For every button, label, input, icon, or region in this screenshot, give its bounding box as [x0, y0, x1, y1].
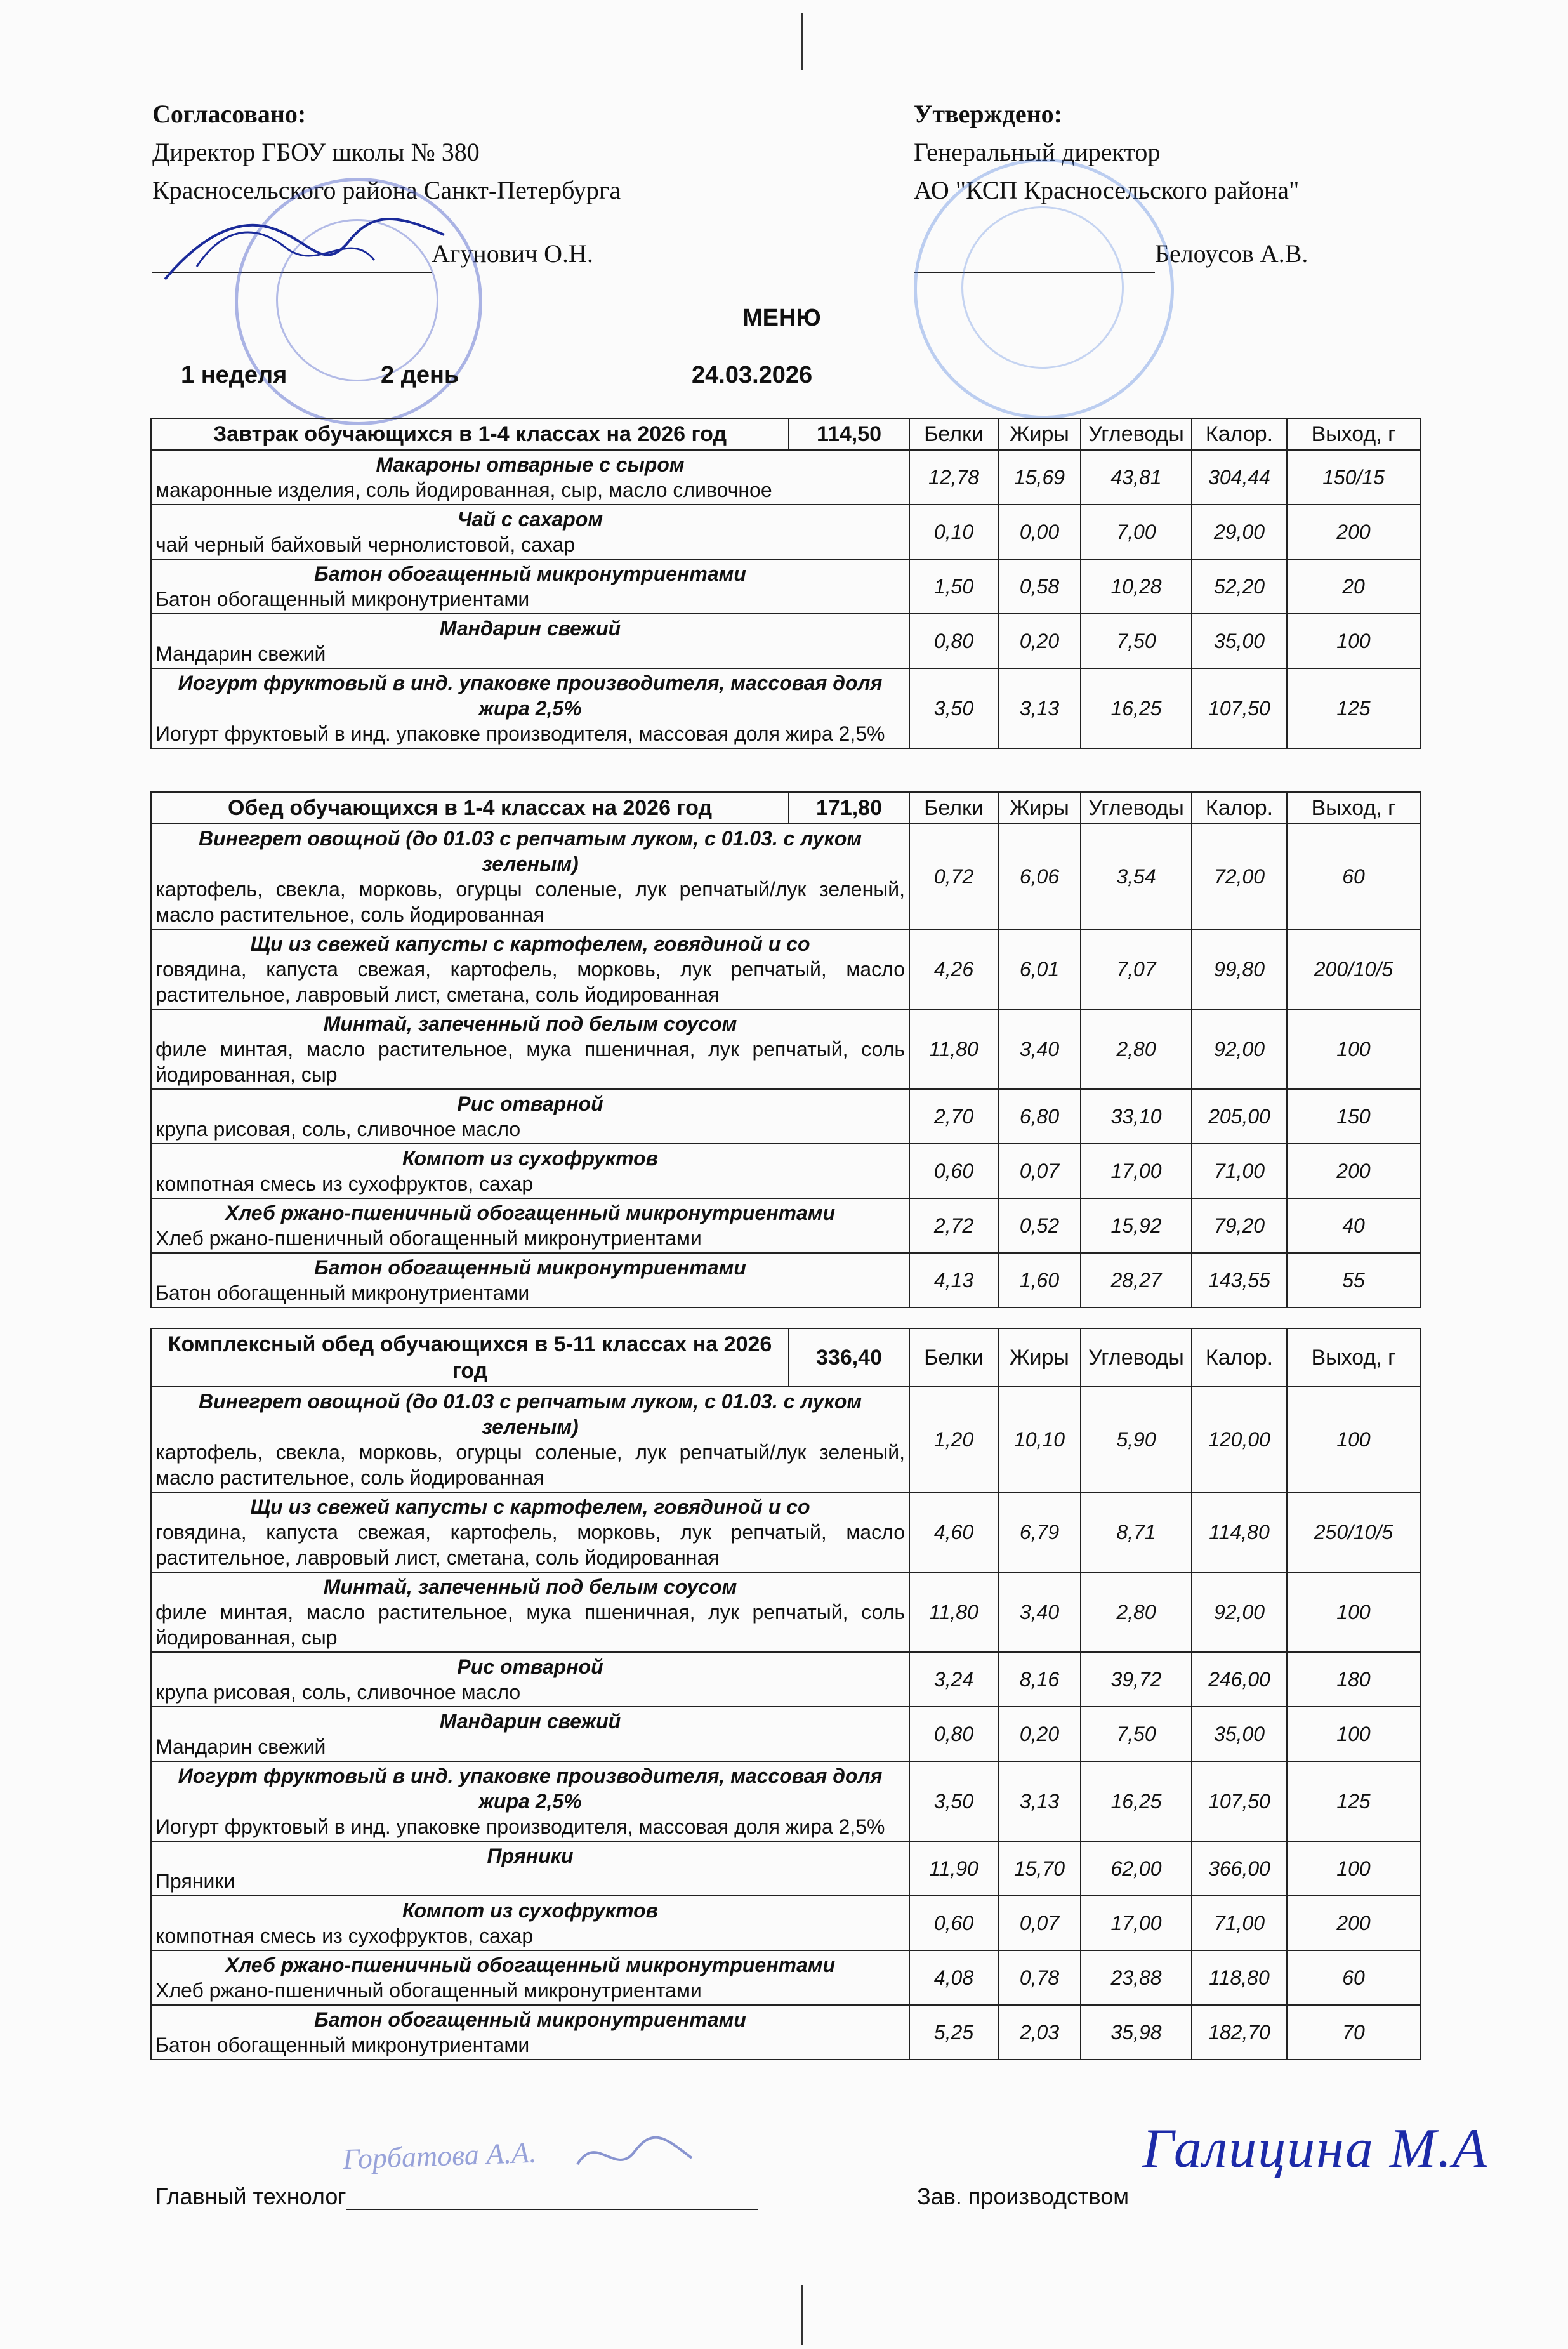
column-header: Калор. — [1192, 418, 1287, 450]
technologist-stamp: Горбатова А.А. — [342, 2136, 537, 2176]
approval-right-line1: Генеральный директор — [914, 138, 1161, 166]
protein-value: 4,60 — [909, 1492, 998, 1572]
dish-name: Компот из сухофруктов — [402, 1899, 658, 1922]
fat-value: 2,03 — [998, 2005, 1081, 2060]
protein-value: 1,50 — [909, 559, 998, 614]
carbs-value: 23,88 — [1081, 1950, 1192, 2005]
dish-name: Батон обогащенный микронутриентами — [314, 562, 746, 585]
yield-value: 250/10/5 — [1287, 1492, 1420, 1572]
protein-value: 0,72 — [909, 824, 998, 929]
column-header: Белки — [909, 418, 998, 450]
table-row — [151, 1198, 1420, 1253]
calories-value: 79,20 — [1192, 1198, 1287, 1253]
dish-name: Рис отварной — [457, 1092, 603, 1115]
column-header: Углеводы — [1081, 792, 1192, 824]
table-row — [151, 1253, 1420, 1307]
carbs-value: 28,27 — [1081, 1253, 1192, 1307]
calories-value: 366,00 — [1192, 1841, 1287, 1896]
dish-ingredients: Батон обогащенный микронутриентами — [155, 588, 530, 611]
dish-ingredients: филе минтая, масло растительное, мука пшеничная, лук репчатый, соль йодированная, сыр — [155, 1038, 905, 1086]
calories-value: 99,80 — [1192, 929, 1287, 1009]
fat-value: 10,10 — [998, 1387, 1081, 1492]
table-row — [151, 505, 1420, 559]
dish-name: Минтай, запеченный под белым соусом — [323, 1012, 737, 1035]
yield-value: 60 — [1287, 1950, 1420, 2005]
dish-cell — [151, 1572, 909, 1652]
dish-cell — [151, 1387, 909, 1492]
carbs-value: 33,10 — [1081, 1089, 1192, 1144]
section-price: 336,40 — [789, 1328, 909, 1387]
table-header-row — [151, 1328, 1420, 1387]
production-head-label: Зав. производством — [917, 2183, 1129, 2209]
menu-week: 1 неделя — [181, 362, 287, 388]
table-header-row — [151, 418, 1420, 450]
calories-value: 72,00 — [1192, 824, 1287, 929]
carbs-value: 35,98 — [1081, 2005, 1192, 2060]
dish-ingredients: говядина, капуста свежая, картофель, морковь, лук репчатый, масло растительное, лавровый лист, сметана, соль йодированная — [155, 958, 905, 1006]
dish-name: Мандарин свежий — [439, 1710, 621, 1733]
dish-name: Иогурт фруктовый в инд. упаковке производителя, массовая доля жира 2,5% — [178, 1764, 883, 1813]
dish-cell — [151, 1841, 909, 1896]
calories-value: 304,44 — [1192, 450, 1287, 505]
dish-cell — [151, 1652, 909, 1707]
protein-value: 0,80 — [909, 1707, 998, 1761]
dish-ingredients: Иогурт фруктовый в инд. упаковке производителя, массовая доля жира 2,5% — [155, 722, 885, 745]
menu-table-breakfast — [150, 418, 1421, 749]
column-header: Белки — [909, 1328, 998, 1387]
dish-name: Иогурт фруктовый в инд. упаковке производителя, массовая доля жира 2,5% — [178, 672, 883, 720]
fat-value: 0,20 — [998, 1707, 1081, 1761]
calories-value: 71,00 — [1192, 1896, 1287, 1950]
fat-value: 6,80 — [998, 1089, 1081, 1144]
dish-ingredients: Иогурт фруктовый в инд. упаковке производителя, массовая доля жира 2,5% — [155, 1815, 885, 1838]
dish-cell — [151, 668, 909, 748]
dish-name: Винегрет овощной (до 01.03 с репчатым луком, с 01.03. с луком зеленым) — [198, 827, 862, 875]
dish-name: Щи из свежей капусты с картофелем, говядиной и со — [250, 932, 810, 955]
table-row — [151, 2005, 1420, 2060]
calories-value: 107,50 — [1192, 1761, 1287, 1841]
dish-cell — [151, 1009, 909, 1089]
dish-name: Рис отварной — [457, 1655, 603, 1678]
protein-value: 0,60 — [909, 1896, 998, 1950]
carbs-value: 5,90 — [1081, 1387, 1192, 1492]
fat-value: 0,20 — [998, 614, 1081, 668]
protein-value: 4,26 — [909, 929, 998, 1009]
technologist-signature-icon — [571, 2126, 698, 2183]
fat-value: 3,13 — [998, 1761, 1081, 1841]
fat-value: 1,60 — [998, 1253, 1081, 1307]
calories-value: 35,00 — [1192, 614, 1287, 668]
dish-ingredients: макаронные изделия, соль йодированная, сыр, масло сливочное — [155, 479, 772, 501]
fat-value: 3,13 — [998, 668, 1081, 748]
dish-ingredients: Батон обогащенный микронутриентами — [155, 2034, 530, 2056]
carbs-value: 10,28 — [1081, 559, 1192, 614]
calories-value: 182,70 — [1192, 2005, 1287, 2060]
protein-value: 4,08 — [909, 1950, 998, 2005]
carbs-value: 2,80 — [1081, 1572, 1192, 1652]
fat-value: 0,00 — [998, 505, 1081, 559]
table-row — [151, 1009, 1420, 1089]
dish-name: Макароны отварные с сыром — [376, 453, 685, 476]
table-row — [151, 1652, 1420, 1707]
carbs-value: 7,07 — [1081, 929, 1192, 1009]
table-row — [151, 614, 1420, 668]
dish-name: Минтай, запеченный под белым соусом — [323, 1575, 737, 1598]
dish-ingredients: крупа рисовая, соль, сливочное масло — [155, 1681, 521, 1704]
column-header: Углеводы — [1081, 418, 1192, 450]
yield-value: 180 — [1287, 1652, 1420, 1707]
approval-left-line1: Директор ГБОУ школы № 380 — [152, 138, 480, 166]
dish-ingredients: говядина, капуста свежая, картофель, морковь, лук репчатый, масло растительное, лавровый лист, сметана, соль йодированная — [155, 1521, 905, 1569]
table-row — [151, 1387, 1420, 1492]
fat-value: 15,69 — [998, 450, 1081, 505]
table-row — [151, 1492, 1420, 1572]
protein-value: 12,78 — [909, 450, 998, 505]
column-header: Калор. — [1192, 1328, 1287, 1387]
table-row — [151, 1761, 1420, 1841]
dish-name: Винегрет овощной (до 01.03 с репчатым луком, с 01.03. с луком зеленым) — [198, 1390, 862, 1438]
dish-ingredients: чай черный байховый чернолистовой, сахар — [155, 533, 576, 556]
table-row — [151, 450, 1420, 505]
footer-right — [917, 2183, 1129, 2210]
section-title: Завтрак обучающихся в 1-4 классах на 2026 год — [151, 418, 789, 450]
calories-value: 246,00 — [1192, 1652, 1287, 1707]
yield-value: 100 — [1287, 1841, 1420, 1896]
dish-cell — [151, 929, 909, 1009]
menu-day: 2 день — [381, 362, 459, 388]
footer-left — [155, 2183, 758, 2210]
fat-value: 0,58 — [998, 559, 1081, 614]
carbs-value: 7,00 — [1081, 505, 1192, 559]
carbs-value: 16,25 — [1081, 668, 1192, 748]
approval-right-signer: Белоусов А.В. — [1155, 239, 1308, 268]
carbs-value: 17,00 — [1081, 1144, 1192, 1198]
yield-value: 70 — [1287, 2005, 1420, 2060]
column-header: Выход, г — [1287, 792, 1420, 824]
protein-value: 0,80 — [909, 614, 998, 668]
fat-value: 6,01 — [998, 929, 1081, 1009]
yield-value: 150 — [1287, 1089, 1420, 1144]
yield-value: 100 — [1287, 1387, 1420, 1492]
fat-value: 6,06 — [998, 824, 1081, 929]
table-row — [151, 668, 1420, 748]
yield-value: 100 — [1287, 1707, 1420, 1761]
yield-value: 100 — [1287, 1009, 1420, 1089]
yield-value: 20 — [1287, 559, 1420, 614]
column-header: Жиры — [998, 1328, 1081, 1387]
scan-mark-top — [801, 13, 803, 70]
protein-value: 1,20 — [909, 1387, 998, 1492]
protein-value: 4,13 — [909, 1253, 998, 1307]
dish-ingredients: Хлеб ржано-пшеничный обогащенный микронутриентами — [155, 1227, 702, 1250]
approval-left-line2: Красносельского района Санкт-Петербурга — [152, 176, 621, 204]
dish-cell — [151, 614, 909, 668]
dish-name: Пряники — [487, 1844, 574, 1867]
yield-value: 200 — [1287, 505, 1420, 559]
calories-value: 120,00 — [1192, 1387, 1287, 1492]
dish-name: Компот из сухофруктов — [402, 1147, 658, 1170]
approval-right-line2: АО "КСП Красносельского района" — [914, 176, 1300, 204]
calories-value: 118,80 — [1192, 1950, 1287, 2005]
production-head-signature: Галицина М.А — [1142, 2118, 1488, 2180]
column-header: Жиры — [998, 792, 1081, 824]
protein-value: 0,60 — [909, 1144, 998, 1198]
column-header: Выход, г — [1287, 1328, 1420, 1387]
table-row — [151, 1841, 1420, 1896]
calories-value: 205,00 — [1192, 1089, 1287, 1144]
dish-cell — [151, 2005, 909, 2060]
fat-value: 0,52 — [998, 1198, 1081, 1253]
yield-value: 200 — [1287, 1896, 1420, 1950]
dish-cell — [151, 1198, 909, 1253]
dish-name: Хлеб ржано-пшеничный обогащенный микронутриентами — [225, 1954, 836, 1976]
fat-value: 3,40 — [998, 1572, 1081, 1652]
protein-value: 11,80 — [909, 1009, 998, 1089]
scan-mark-bottom — [801, 2285, 803, 2345]
yield-value: 100 — [1287, 614, 1420, 668]
table-row — [151, 559, 1420, 614]
protein-value: 5,25 — [909, 2005, 998, 2060]
table-row — [151, 1896, 1420, 1950]
dish-name: Мандарин свежий — [439, 617, 621, 640]
dish-cell — [151, 559, 909, 614]
dish-ingredients: компотная смесь из сухофруктов, сахар — [155, 1172, 534, 1195]
menu-table-lunch-1-4 — [150, 791, 1421, 1308]
dish-cell — [151, 450, 909, 505]
menu-table-lunch-5-11 — [150, 1328, 1421, 2060]
chief-technologist-label: Главный технолог — [155, 2183, 346, 2209]
calories-value: 92,00 — [1192, 1009, 1287, 1089]
section-price: 171,80 — [789, 792, 909, 824]
dish-cell — [151, 1253, 909, 1307]
table-row — [151, 1089, 1420, 1144]
table-row — [151, 1950, 1420, 2005]
protein-value: 3,24 — [909, 1652, 998, 1707]
dish-ingredients: филе минтая, масло растительное, мука пшеничная, лук репчатый, соль йодированная, сыр — [155, 1601, 905, 1649]
calories-value: 143,55 — [1192, 1253, 1287, 1307]
section-title: Комплексный обед обучающихся в 5-11 классах на 2026 год — [151, 1328, 789, 1387]
calories-value: 29,00 — [1192, 505, 1287, 559]
column-header: Калор. — [1192, 792, 1287, 824]
yield-value: 125 — [1287, 1761, 1420, 1841]
calories-value: 52,20 — [1192, 559, 1287, 614]
dish-ingredients: картофель, свекла, морковь, огурцы соленые, лук репчатый/лук зеленый, масло растительное, соль йодированная — [155, 1441, 905, 1489]
protein-value: 0,10 — [909, 505, 998, 559]
carbs-value: 17,00 — [1081, 1896, 1192, 1950]
menu-title: МЕНЮ — [742, 305, 821, 331]
dish-ingredients: компотная смесь из сухофруктов, сахар — [155, 1924, 534, 1947]
dish-ingredients: Мандарин свежий — [155, 1735, 326, 1758]
fat-value: 8,16 — [998, 1652, 1081, 1707]
technologist-signature-line — [346, 2185, 758, 2210]
carbs-value: 3,54 — [1081, 824, 1192, 929]
column-header: Углеводы — [1081, 1328, 1192, 1387]
fat-value: 0,07 — [998, 1896, 1081, 1950]
dish-cell — [151, 824, 909, 929]
dish-cell — [151, 1761, 909, 1841]
calories-value: 114,80 — [1192, 1492, 1287, 1572]
column-header: Белки — [909, 792, 998, 824]
carbs-value: 15,92 — [1081, 1198, 1192, 1253]
dish-cell — [151, 1089, 909, 1144]
dish-ingredients: картофель, свекла, морковь, огурцы соленые, лук репчатый/лук зеленый, масло растительное, соль йодированная — [155, 878, 905, 926]
yield-value: 55 — [1287, 1253, 1420, 1307]
section-title: Обед обучающихся в 1-4 классах на 2026 год — [151, 792, 789, 824]
carbs-value: 39,72 — [1081, 1652, 1192, 1707]
dish-name: Чай с сахаром — [457, 508, 603, 531]
dish-ingredients: Хлеб ржано-пшеничный обогащенный микронутриентами — [155, 1979, 702, 2002]
calories-value: 92,00 — [1192, 1572, 1287, 1652]
carbs-value: 16,25 — [1081, 1761, 1192, 1841]
fat-value: 0,78 — [998, 1950, 1081, 2005]
calories-value: 107,50 — [1192, 668, 1287, 748]
protein-value: 11,90 — [909, 1841, 998, 1896]
yield-value: 125 — [1287, 668, 1420, 748]
yield-value: 200 — [1287, 1144, 1420, 1198]
yield-value: 100 — [1287, 1572, 1420, 1652]
table-row — [151, 824, 1420, 929]
yield-value: 200/10/5 — [1287, 929, 1420, 1009]
menu-date: 24.03.2026 — [692, 362, 813, 388]
carbs-value: 8,71 — [1081, 1492, 1192, 1572]
protein-value: 2,70 — [909, 1089, 998, 1144]
fat-value: 6,79 — [998, 1492, 1081, 1572]
dish-cell — [151, 505, 909, 559]
carbs-value: 7,50 — [1081, 614, 1192, 668]
table-row — [151, 929, 1420, 1009]
section-price: 114,50 — [789, 418, 909, 450]
protein-value: 11,80 — [909, 1572, 998, 1652]
yield-value: 150/15 — [1287, 450, 1420, 505]
dish-cell — [151, 1896, 909, 1950]
column-header: Выход, г — [1287, 418, 1420, 450]
company-stamp-icon — [914, 159, 1174, 419]
approval-left-signer: Агунович О.Н. — [432, 239, 593, 268]
dish-ingredients: Пряники — [155, 1870, 235, 1893]
dish-name: Щи из свежей капусты с картофелем, говядиной и со — [250, 1495, 810, 1518]
protein-value: 3,50 — [909, 668, 998, 748]
table-row — [151, 1707, 1420, 1761]
fat-value: 15,70 — [998, 1841, 1081, 1896]
dish-ingredients: Мандарин свежий — [155, 642, 326, 665]
dish-ingredients: Батон обогащенный микронутриентами — [155, 1281, 530, 1304]
table-row — [151, 1144, 1420, 1198]
dish-cell — [151, 1492, 909, 1572]
carbs-value: 2,80 — [1081, 1009, 1192, 1089]
fat-value: 3,40 — [998, 1009, 1081, 1089]
protein-value: 2,72 — [909, 1198, 998, 1253]
dish-cell — [151, 1707, 909, 1761]
calories-value: 35,00 — [1192, 1707, 1287, 1761]
calories-value: 71,00 — [1192, 1144, 1287, 1198]
approval-right-title: Утверждено: — [914, 100, 1062, 128]
carbs-value: 43,81 — [1081, 450, 1192, 505]
dish-name: Батон обогащенный микронутриентами — [314, 2008, 746, 2031]
director-signature-icon — [159, 203, 451, 292]
dish-ingredients: крупа рисовая, соль, сливочное масло — [155, 1118, 521, 1141]
dish-name: Батон обогащенный микронутриентами — [314, 1256, 746, 1279]
protein-value: 3,50 — [909, 1761, 998, 1841]
dish-cell — [151, 1144, 909, 1198]
table-row — [151, 1572, 1420, 1652]
dish-cell — [151, 1950, 909, 2005]
approval-left-title: Согласовано: — [152, 100, 306, 128]
fat-value: 0,07 — [998, 1144, 1081, 1198]
carbs-value: 62,00 — [1081, 1841, 1192, 1896]
carbs-value: 7,50 — [1081, 1707, 1192, 1761]
yield-value: 60 — [1287, 824, 1420, 929]
table-header-row — [151, 792, 1420, 824]
column-header: Жиры — [998, 418, 1081, 450]
dish-name: Хлеб ржано-пшеничный обогащенный микронутриентами — [225, 1201, 836, 1224]
yield-value: 40 — [1287, 1198, 1420, 1253]
